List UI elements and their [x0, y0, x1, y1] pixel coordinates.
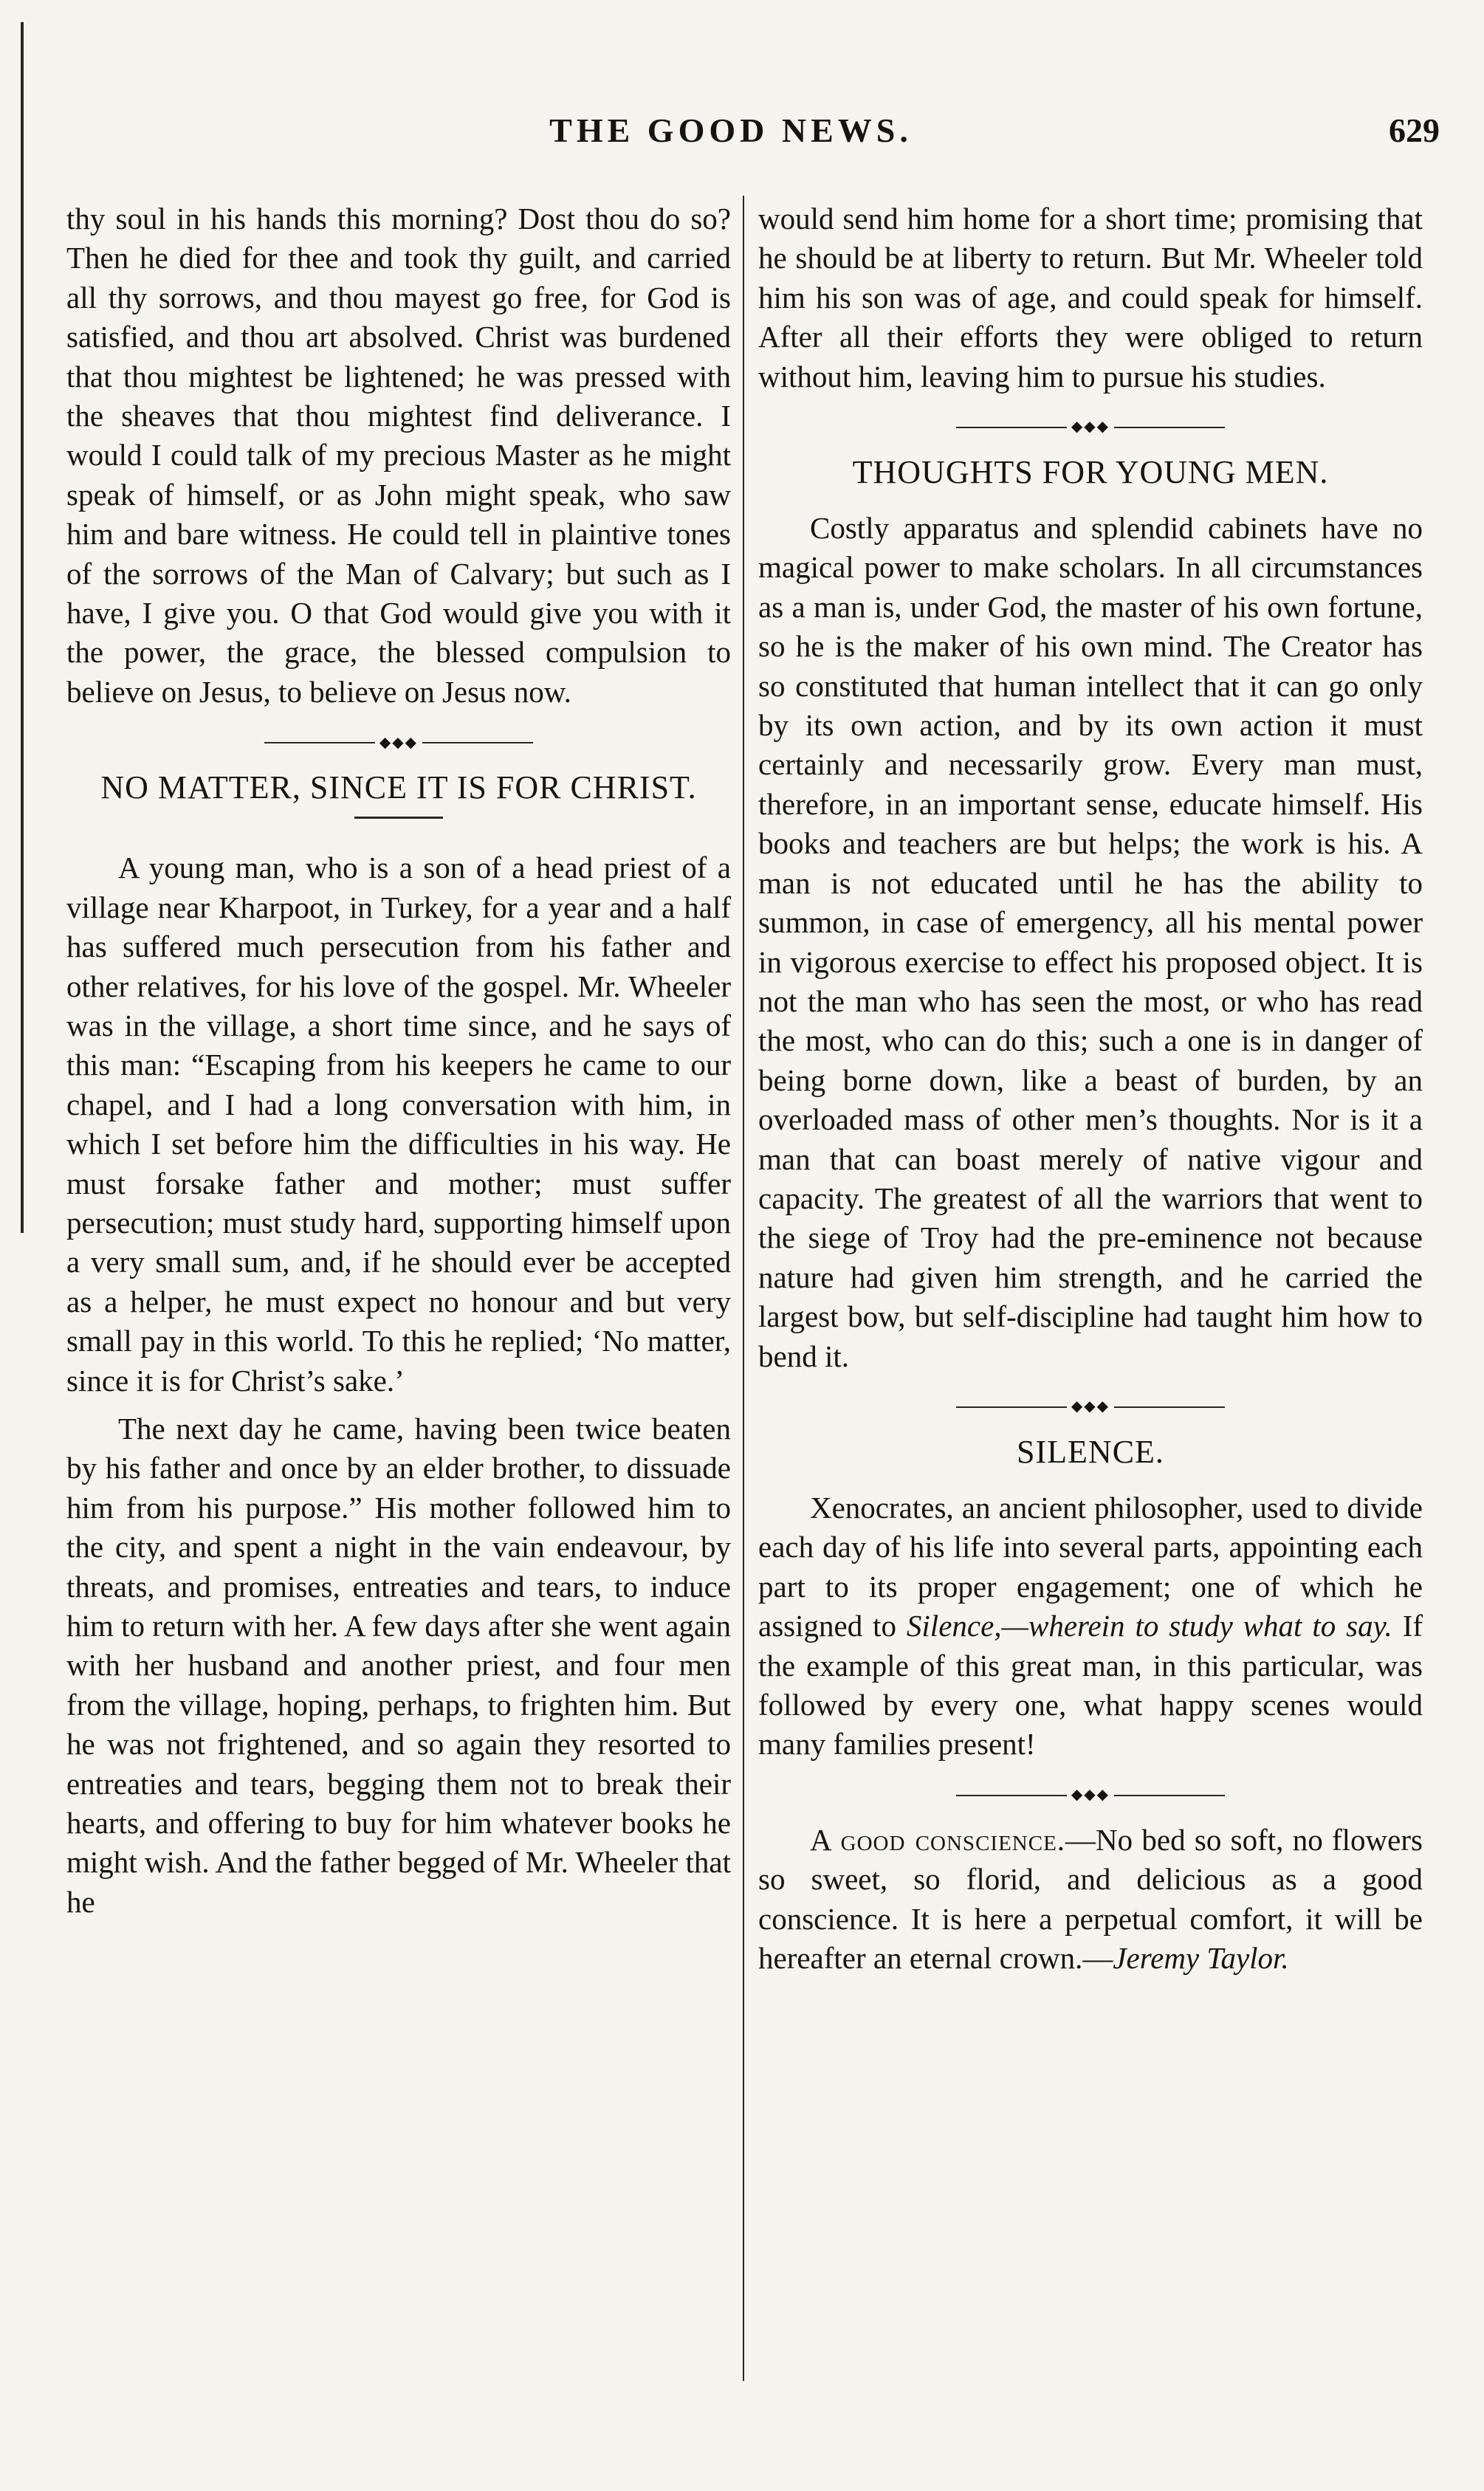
ornament-icon: ◆◆◆ — [1071, 1398, 1110, 1415]
section-separator — [66, 728, 731, 757]
italic-phrase: Silence,—wherein to study what to say. — [906, 1609, 1392, 1643]
continued-sermon-text: thy soul in his hands this morning? Dost thou do so? Then he died for thee and took thy guilt, and carried all thy sorrows, and thou mayest go free, for God is satisfied, and thou art absolved. Christ was burdened that thou mightest be lightened; he was pressed with the sheaves that thou mightest find deliverance. I would I could talk of my precious Master as he might speak of himself, or as John might speak, who saw him and bare witness. He could tell in plaintive tones of the sorrows of the Man of Calvary; but such as I have, I give you. O that God would give you with it the power, the grace, the blessed compulsion to believe on Jesus, to believe on Jesus now. — [66, 202, 731, 709]
left-margin-rule — [21, 22, 24, 1233]
title-underline — [354, 817, 443, 819]
column-divider — [743, 196, 744, 2381]
article-title: NO MATTER, SINCE IT IS FOR CHRIST. — [100, 769, 697, 806]
page-number: 629 — [1389, 111, 1440, 149]
article-title: THOUGHTS FOR YOUNG MEN. — [852, 454, 1329, 491]
left-column — [66, 199, 731, 1922]
ornament-icon: ◆◆◆ — [379, 734, 419, 751]
right-column — [758, 199, 1423, 1978]
continued-article-text: would send him home for a short time; promising that he should be at liberty to return. But Mr. Wheeler told him his son was of age, and could speak for himself. After all their efforts they were obliged to return without him, leaving him to pursue his studies. — [758, 202, 1423, 394]
article-paragraph — [758, 1488, 1423, 1765]
author-attribution: Jeremy Taylor. — [1113, 1941, 1289, 1976]
ornament-icon: ◆◆◆ — [1071, 419, 1110, 436]
article-paragraph: The next day he came, having been twice beaten by his father and once by an elder brother, to dissuade him from his purpose.” His mother followed him to the city, and spent a night in the vain endeavour, by threats, and promises, entreaties and tears, to induce him to return with her. A few days after she went again with her husband and another priest, and four men from the village, hoping, perhaps, to frighten him. But he was not frightened, and so again they resorted to entreaties and tears, begging them not to break their hearts, and offering to buy for him whatever books he might wish. And the father begged of Mr. Wheeler that he — [66, 1411, 731, 1919]
article-text: —No bed so soft, no flowers so sweet, so florid, and delicious as a good conscience. It is here a perpetual comfort, it will be hereafter an eternal crown.— — [758, 1822, 1423, 1976]
article-paragraph: Costly apparatus and splendid cabinets have no magical power to make scholars. In all circumstances as a man is, under God, the master of his own fortune, so he is the maker of his own mind. The Creator has so constituted that human intellect that it can go only by its own action, and by its own action it must certainly and necessarily grow. Every man must, therefore, in an important sense, educate himself. His books and teachers are but helps; the work is his. A man is not educated until he has the ability to summon, in case of emergency, all his mental power in vigorous exercise to effect his proposed object. It is not the man who has seen the most, or who has read the most, who can do this; such a one is in danger of being borne down, like a beast of burden, by an overloaded mass of other men’s thoughts. Nor is it a man that can boast merely of native vigour and capacity. The greatest of all the warriors that went to the siege of Troy had the pre-eminence not because nature had given him strength, and he carried the largest bow, but self-discipline had taught him how to bend it. — [758, 511, 1423, 1373]
section-separator — [758, 1392, 1423, 1422]
article-title: SILENCE. — [1017, 1433, 1164, 1470]
running-head — [89, 111, 1440, 155]
section-separator — [758, 413, 1423, 442]
article-paragraph: A young man, who is a son of a head priest of a village near Kharpoot, in Turkey, for a year and a half has suffered much persecution from his father and other relatives, for his love of the gospel. Mr. Wheeler was in the village, a short time since, and he says of this man: “Escaping from his keepers he came to our chapel, and I had a long conversation with him, in which I set before him the difficulties in his way. He must forsake father and mother; must suffer persecution; must study hard, supporting himself upon a very small sum, and, if he should ever be accepted as a helper, he must expect no honour and but very small pay in this world. To this he replied; ‘No matter, since it is for Christ’s sake.’ — [66, 851, 731, 1398]
article-text: Xenocrates, an ancient philosopher, used to divide each day of his life into several parts, appointing each part to its proper engagement; one of which he assigned to — [758, 1490, 1423, 1643]
article-text: If the example of this great man, in this particular, was followed by every one, what happy scenes would many families present! — [758, 1609, 1423, 1762]
section-separator — [758, 1781, 1423, 1810]
lead-in-caps: A good conscience. — [810, 1822, 1066, 1857]
article-paragraph — [758, 1821, 1423, 1979]
publication-title: THE GOOD NEWS. — [549, 111, 913, 149]
ornament-icon: ◆◆◆ — [1071, 1787, 1110, 1804]
